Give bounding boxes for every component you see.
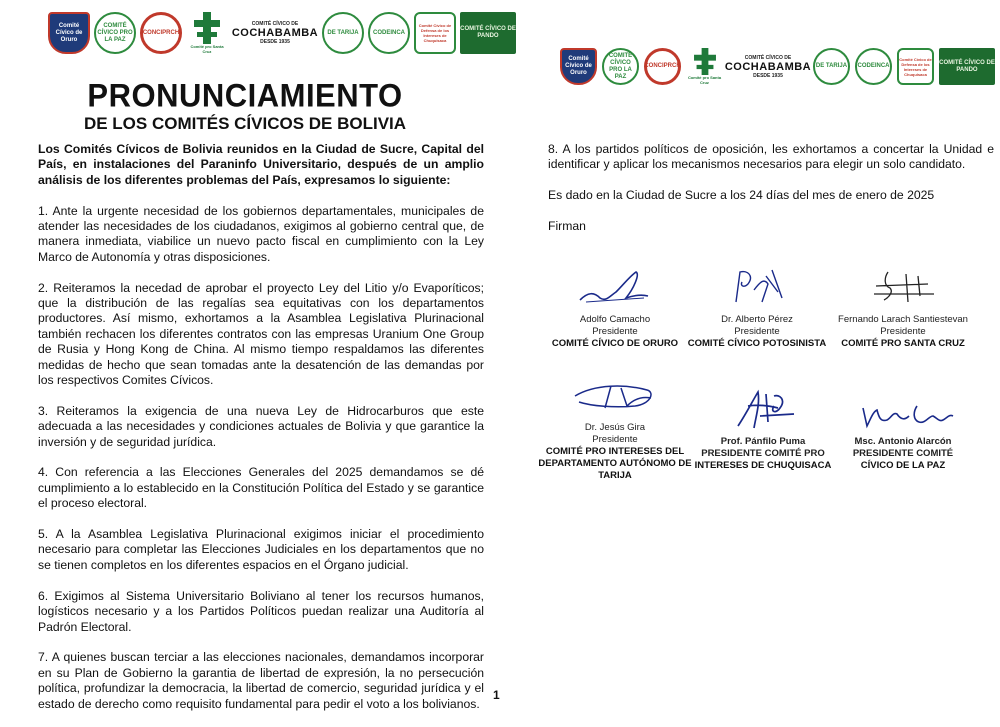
oruro-shield-icon — [560, 48, 597, 85]
handwritten-signature-icon — [555, 378, 675, 418]
sign-label: Firman — [548, 219, 586, 233]
handwritten-signature-icon — [843, 398, 963, 432]
signatory-org: COMITÉ PRO SANTA CRUZ — [841, 338, 965, 349]
pando-flag-icon — [460, 12, 516, 54]
signatory-org: COMITÉ CÍVICO POTOSINISTA — [687, 338, 827, 349]
signature-santa-cruz — [818, 262, 988, 350]
right-column — [548, 142, 994, 250]
santa-cruz-cross-icon — [186, 12, 228, 54]
page-number: 1 — [493, 688, 500, 702]
signatory-name: Adolfo Camacho — [579, 314, 651, 325]
date-line: Es dado en la Ciudad de Sucre a los 24 días del mes de enero de 2025 — [548, 188, 935, 203]
signatory-role: PRESIDENTE COMITÉ — [852, 448, 954, 459]
signatory-name: Dr. Jesús Gira — [584, 422, 646, 433]
logo-caption: DESDE 1935 — [753, 72, 783, 79]
logo-label: Comité Cívico de Defensa de los Intereses de Chuquisaca — [899, 56, 932, 77]
handwritten-signature-icon — [560, 262, 670, 310]
logo-label: Comité pro Santa Cruz — [190, 44, 224, 54]
signature-potosi — [672, 262, 842, 350]
signature-tarija — [530, 378, 700, 482]
logo-big: COCHABAMBA — [724, 60, 812, 73]
logo-label: Comité pro Santa Cruz — [687, 75, 722, 85]
tarija-seal-icon — [322, 12, 364, 54]
handwritten-signature-icon — [702, 262, 812, 310]
chuquisaca-shield-icon — [897, 48, 934, 85]
logo-label: COMITÉ CÍVICO DE PANDO — [460, 26, 516, 39]
signatory-role: Presidente — [734, 326, 780, 337]
signatory-org: COMITÉ PRO INTERESES DEL DEPARTAMENTO AUTÓNOMO DE TARIJA — [538, 446, 692, 481]
logo-big: COCHABAMBA — [231, 27, 319, 39]
signatory-name: Msc. Antonio Alarcón — [854, 436, 952, 447]
point-8: 8. A los partidos políticos de oposición, les exhortamos a concertar la Unidad e identificar y aplicar los mecanismos necesarios para elegir un solo candidato. — [548, 142, 994, 172]
point-1: 1. Ante la urgente necesidad de los gobiernos departamentales, municipales de atender las necesidades de los ciudadanos, exigimos al gobierno central que, de manera inmediata, viabilice un nuevo pacto fiscal en cumplimiento con la Ley Marco de Autonomía y otras disposiciones. — [38, 203, 484, 264]
point-6: 6. Exigimos al Sistema Universitario Boliviano al tener los recursos humanos, logísticos necesario y a los Partidos Políticos puedan realizar una Auditoría al Padrón Electoral. — [38, 588, 484, 634]
logo-label: DE TARIJA — [327, 29, 359, 36]
point-3: 3. Reiteramos la exigencia de una nueva Ley de Hidrocarburos que este adecuada a las necesidades y condiciones actuales de Bolivia y que garantice la inversión y de seguridad jurídica. — [38, 403, 484, 449]
intro-paragraph: Los Comités Cívicos de Bolivia reunidos en la Ciudad de Sucre, Capital del País, en instalaciones del Paraninfo Universitario, después de un amplio análisis de los diferentes problemas del País, expresamos lo siguiente: — [38, 142, 484, 187]
tarija-seal-icon — [813, 48, 850, 85]
left-logo-strip — [48, 12, 516, 54]
signatory-name: Dr. Alberto Pérez — [721, 314, 793, 325]
signatory-role: PRESIDENTE COMITÉ PRO — [701, 448, 825, 459]
conciprch-seal-icon — [644, 48, 681, 85]
logo-title: COMITÉ CÍVICO DE — [744, 54, 792, 61]
oruro-shield-icon — [48, 12, 90, 54]
point-5: 5. A la Asamblea Legislativa Plurinacional exigimos iniciar el procedimiento necesario para completar las Elecciones Judiciales en los departamentos que no se tienen completos en los diferentes espacios en el Órgano judicial. — [38, 527, 484, 572]
logo-label: Comité Cívico de Oruro — [55, 22, 83, 43]
cochabamba-logo-icon — [232, 12, 318, 54]
logo-label: Comité Cívico de Defensa de los Intereses de Chuquisaca — [418, 23, 452, 43]
logo-label: COMITÉ CÍVICO PRO LA PAZ — [97, 22, 133, 43]
point-2: 2. Reiteramos la necedad de aprobar el proyecto Ley del Litio y/o Evaporíticos; que la distribución de las regalías sea equitativas con los departamentos productores. Así mismo, exhortamos a la Asamblea Legislativa Plurinacional también rechacen los diferentes contratos con las empresas Uranium One Group de Rusia y Hong Kong de China. Al mismo tiempo respaldamos las diferentes medidas de hecho que sean tomadas ante la desatención de las demandas por los respectivos Comites Cívicos. — [38, 280, 484, 388]
logo-label: DE TARIJA — [815, 63, 848, 69]
point-7: 7. A quienes buscan terciar a las elecciones nacionales, demandamos incorporar en su Plan de Gobierno la garantia de libertad de expresión, la no persecución política, profundizar la democracia, la libertad de comercio, seguridad jurídica y el estado de derecho como requisito fundamental para pedir el voto a los bolivianos. — [38, 650, 484, 711]
signatory-name: Fernando Larach Santiestevan — [838, 314, 968, 325]
signatory-role: Presidente — [880, 326, 926, 337]
logo-label: COMITÉ CÍVICO DE PANDO — [939, 59, 995, 73]
document-subtitle: DE LOS COMITÉS CÍVICOS DE BOLIVIA — [83, 114, 407, 133]
logo-label: CONCIPRCH — [142, 29, 180, 36]
logo-caption: DESDE 1935 — [260, 39, 290, 45]
signatory-role: Presidente — [592, 434, 638, 445]
la-paz-circle-icon — [94, 12, 136, 54]
point-4: 4. Con referencia a las Elecciones Generales del 2025 demandamos se dé cumplimiento a lo establecido en la Constitución Política del Estado y se garantice el proceso electoral. — [38, 465, 484, 511]
right-logo-strip — [560, 48, 995, 85]
signatory-role: Presidente — [592, 326, 638, 337]
codeinca-seal-icon — [368, 12, 410, 54]
santa-cruz-cross-icon — [686, 48, 723, 85]
conciprch-seal-icon — [140, 12, 182, 54]
handwritten-signature-icon — [848, 262, 958, 310]
la-paz-circle-icon — [602, 48, 639, 85]
logo-label: CODEINCA — [857, 63, 890, 69]
logo-label: COMITÉ CÍVICO PRO LA PAZ — [608, 52, 633, 80]
logo-label: Comité Cívico de Oruro — [565, 56, 592, 76]
document-title: PRONUNCIAMIENTO — [87, 77, 403, 114]
signatory-org: INTERESES DE CHUQUISACA — [694, 460, 832, 471]
left-column — [38, 142, 484, 727]
codeinca-seal-icon — [855, 48, 892, 85]
logo-label: CODEINCA — [372, 29, 405, 36]
signatory-name: Prof. Pánfilo Puma — [720, 436, 806, 447]
signatory-org: COMITÉ CÍVICO DE ORURO — [551, 338, 679, 349]
handwritten-signature-icon — [708, 386, 818, 432]
logo-label: CONCIPRCH — [644, 63, 681, 69]
signature-la-paz — [818, 398, 988, 472]
signatory-org: CÍVICO DE LA PAZ — [860, 460, 946, 471]
chuquisaca-shield-icon — [414, 12, 456, 54]
logo-title: COMITÉ CÍVICO DE — [251, 21, 299, 27]
pando-flag-icon — [939, 48, 995, 85]
cochabamba-logo-icon — [724, 48, 812, 85]
